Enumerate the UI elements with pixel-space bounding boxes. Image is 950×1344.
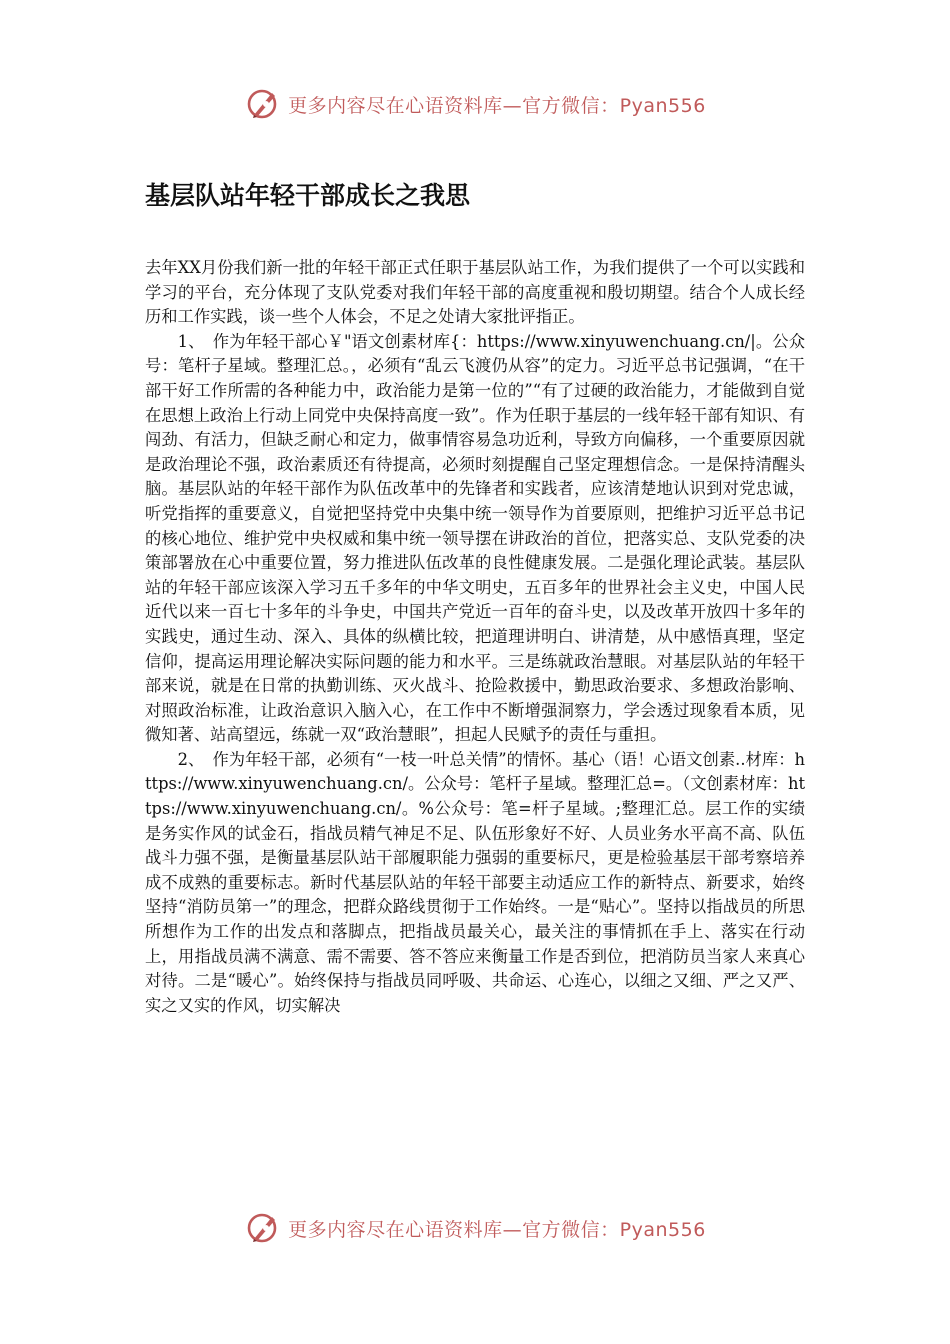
document-title: 基层队站年轻干部成长之我思 xyxy=(145,181,471,210)
intro-paragraph: 去年XX月份我们新一批的年轻干部正式任职于基层队站工作，为我们提供了一个可以实践和学习的平台，充分体现了支队党委对我们年轻干部的高度重视和殷切期望。结合个人成长经历和工作实践，谈一些个人体会，不足之处请大家批评指正。 xyxy=(145,258,805,327)
footer-banner xyxy=(0,1208,950,1248)
pen-circle-logo-icon xyxy=(244,1208,284,1248)
section-1-paragraph: 1、 作为年轻干部心￥"语文创素材库{：https://www.xinyuwenchuang.cn/|。公众号：笔杆子星域。整理汇总。，必须有“乱云飞渡仍从容”的定力。习近平总书记强调，“在干部干好工作所需的各种能力中，政治能力是第一位的”“有了过硬的政治能力，才能做到自觉在思想上政治上行动上同党中央保持高度一致”。作为任职于基层的一线年轻干部有知识、有闯劲、有活力，但缺乏耐心和定力，做事情容易急功近利，导致方向偏移，一个重要原因就是政治理论不强，政治素质还有待提高，必须时刻提醒自己坚定理想信念。一是保持清醒头脑。基层队站的年轻干部作为队伍改革中的先锋者和实践者，应该清楚地认识到对党忠诚，听党指挥的重要意义，自觉把坚持党中央集中统一领导作为首要原则，把维护习近平总书记的核心地位、维护党中央权威和集中统一领导摆在讲政治的首位，把落实总、支队党委的决策部署放在心中重要位置，努力推进队伍改革的良性健康发展。二是强化理论武装。基层队站的年轻干部应该深入学习五千多年的中华文明史，五百多年的世界社会主义史，中国人民近代以来一百七十多年的斗争史，中国共产党近一百年的奋斗史，以及改革开放四十多年的实践史，通过生动、深入、具体的纵横比较，把道理讲明白、讲清楚，从中感悟真理，坚定信仰，提高运用理论解决实际问题的能力和水平。三是练就政治慧眼。对基层队站的年轻干部来说，就是在日常的执勤训练、灭火战斗、抢险救援中，勤思政治要求、多想政治影响、对照政治标准，让政治意识入脑入心，在工作中不断增强洞察力，学会透过现象看本质，见微知著、站高望远，练就一双“政治慧眼”，担起人民赋予的责任与重担。 xyxy=(145,331,805,745)
banner-text: 更多内容尽在心语资料库—官方微信：Pyan556 xyxy=(288,94,706,117)
pen-circle-logo-icon xyxy=(244,84,284,124)
document-body xyxy=(145,256,805,1018)
header-banner xyxy=(0,84,950,124)
section-2-paragraph: 2、 作为年轻干部，必须有“一枝一叶总关情”的情怀。基心（语！心语文创素..材库：https://www.xinyuwenchuang.cn/。公众号：笔杆子星域。整理汇总=。（文创素材库：https://www.xinyuwenchuang.cn/。%公众号：笔=杆子星域。;整理汇总。层工作的实绩是务实作风的试金石，指战员精气神足不足、队伍形象好不好、人员业务水平高不高、队伍战斗力强不强，是衡量基层队站干部履职能力强弱的重要标尺，更是检验基层干部考察培养成不成熟的重要标志。新时代基层队站的年轻干部要主动适应工作的新特点、新要求，始终坚持“消防员第一”的理念，把群众路线贯彻于工作始终。一是“贴心”。坚持以指战员的所思所想作为工作的出发点和落脚点，把指战员最关心，最关注的事情抓在手上、落实在行动上，用指战员满不满意、需不需要、答不答应来衡量工作是否到位，把消防员当家人来真心对待。二是“暖心”。始终保持与指战员同呼吸、共命运、心连心，以细之又细、严之又严、实之又实的作风，切实解决 xyxy=(145,749,805,1015)
banner-text: 更多内容尽在心语资料库—官方微信：Pyan556 xyxy=(288,1218,706,1241)
